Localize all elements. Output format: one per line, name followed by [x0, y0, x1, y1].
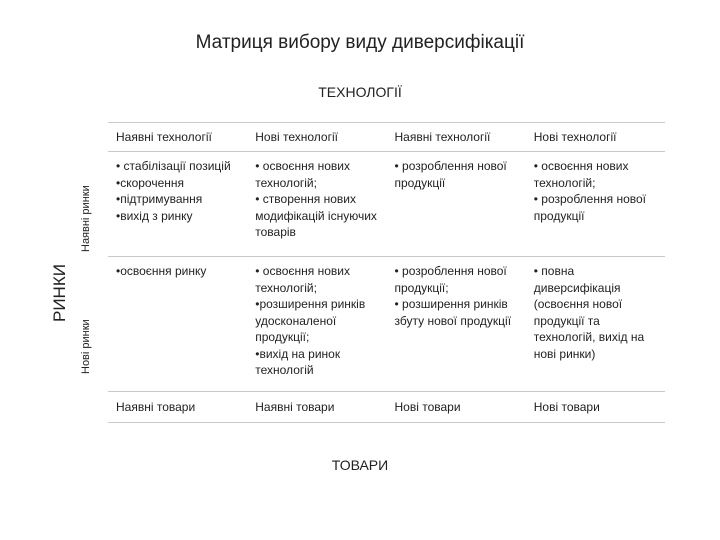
cell-line: •підтримування	[116, 192, 203, 206]
footer-row	[108, 392, 665, 423]
cell-line: • освоєння нових технологій;	[255, 159, 350, 190]
technologies-axis-label: ТЕХНОЛОГІЇ	[318, 84, 402, 100]
footer-cell: Нові товари	[526, 392, 665, 423]
matrix-cell	[526, 257, 665, 392]
matrix-cell	[526, 152, 665, 257]
footer-cell: Нові товари	[387, 392, 526, 423]
cell-line: •скорочення	[116, 175, 185, 190]
header-cell: Наявні технології	[387, 123, 526, 152]
cell-line: •вихід на ринок технологій	[255, 346, 341, 377]
row-label-new-markets: Нові ринки	[80, 319, 92, 374]
cell-line: • розроблення нової продукції;	[394, 264, 507, 295]
cell-line: • повна диверсифікація (освоєння нової продукції та технологій, вихід на нові ринки)	[533, 264, 645, 361]
goods-axis-label: ТОВАРИ	[331, 457, 389, 473]
cell-line: • розроблення нової продукції	[533, 192, 646, 223]
diversification-matrix	[108, 122, 665, 423]
matrix-cell	[387, 257, 526, 392]
cell-line: • стабілізації позицій	[116, 159, 231, 173]
cell-line: • розроблення нової продукції	[394, 159, 507, 190]
matrix-cell	[108, 152, 247, 257]
matrix-cell	[108, 257, 247, 392]
header-cell: Нові технології	[247, 123, 386, 152]
header-cell: Нові технології	[526, 123, 665, 152]
cell-line: • створення нових модифікацій існуючих товарів	[255, 192, 377, 239]
cell-line: •розширення ринків удосконаленої продукції;	[255, 297, 366, 344]
markets-axis-label: РИНКИ	[50, 264, 69, 322]
header-cell: Наявні технології	[108, 123, 247, 152]
cell-line: • освоєння нових технологій;	[533, 159, 629, 190]
matrix-cell	[247, 152, 386, 257]
page-title: Матриця вибору виду диверсифікації	[195, 32, 525, 53]
footer-cell: Наявні товари	[108, 392, 247, 423]
matrix-cell	[247, 257, 386, 392]
cell-line: •вихід з ринку	[116, 208, 193, 223]
existing-markets-row	[108, 152, 665, 257]
row-label-existing-markets: Наявні ринки	[80, 185, 92, 252]
matrix-cell	[387, 152, 526, 257]
cell-line: • освоєння нових технологій;	[255, 264, 350, 295]
cell-line: •освоєння ринку	[116, 264, 207, 278]
header-row	[108, 123, 665, 152]
footer-cell: Наявні товари	[247, 392, 386, 423]
cell-line: • розширення ринків збуту нової продукції	[394, 297, 512, 328]
new-markets-row	[108, 257, 665, 392]
